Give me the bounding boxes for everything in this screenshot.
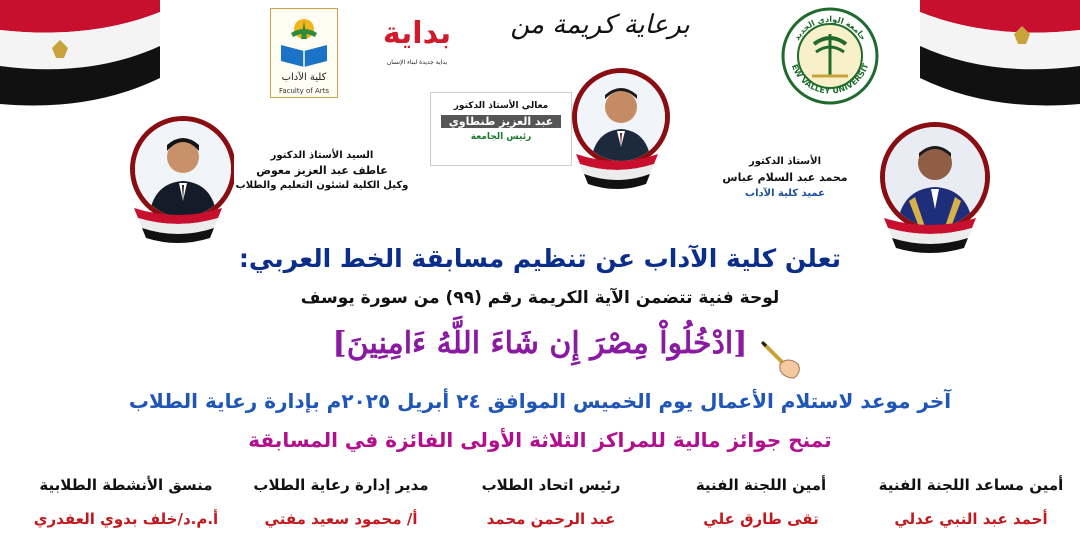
committee-name: أ/ محمود سعيد مفتي [264,510,418,528]
vice-dean-photo [130,116,236,222]
committee-footer [0,476,1080,540]
committee-role: منسق الأنشطة الطلابية [39,476,213,494]
patron-vice-dean [120,108,420,258]
announcement-headline: تعلن كلية الآداب عن تنظيم مسابقة الخط العربي: [238,244,842,273]
committee-member [16,476,236,528]
committee-role: أمين مساعد اللجنة الفنية [878,476,1064,494]
committee-member [446,476,656,528]
vice-dean-role: وكيل الكلية لشئون التعليم والطلاب [235,180,409,191]
university-name-arabic: جامعة الوادي الجديد [792,14,868,42]
vice-dean-title: السيد الأستاذ الدكتور [270,150,374,161]
patron-president [430,58,680,208]
quran-verse: [ادْخُلُواْ مِصْرَ إِن شَاءَ اللَّهُ ءَامِنِينَ] [332,326,748,361]
bidaya-mark: بداية [382,16,452,51]
committee-role: مدير إدارة رعاية الطلاب [253,476,429,494]
university-name-english: EW VALLEY UNIVERSIT [789,62,871,96]
bidaya-caption: بداية جديدة لبناء الإنسان [386,59,448,66]
committee-name: أ.م.د/خلف بدوي العفدري [33,510,219,528]
sponsorship-heading: برعاية كريمة من [510,10,690,40]
committee-role: أمين اللجنة الفنية [695,476,827,494]
egypt-flag-left-icon [0,0,160,110]
president-role: رئيس الجامعة [470,132,532,142]
dean-name: محمد عبد السلام عباس [722,171,848,184]
committee-member [866,476,1076,528]
dean-photo [880,122,990,232]
president-photo [572,68,670,166]
committee-name: عبد الرحمن محمد [486,510,616,528]
dean-nameplate [700,150,870,214]
portrait-icon [885,127,985,227]
committee-role: رئيس اتحاد الطلاب [481,476,621,494]
vice-dean-nameplate [234,144,410,204]
portrait-icon [577,73,665,161]
faculty-of-arts-logo [270,8,338,98]
vice-dean-name: عاطف عبد العزيز معوض [256,164,388,177]
president-name: عبد العزيز طنطاوي [441,115,561,128]
prizes-note: تمنح جوائز مالية للمراكز الثلاثة الأولى الفائزة في المسابقة [248,428,832,452]
president-pedestal [568,154,666,194]
egypt-flag-right-icon [920,0,1080,110]
portrait-icon [135,121,231,217]
committee-member [236,476,446,528]
arts-logo-english: Faculty of Arts [278,87,330,95]
committee-name: أحمد عبد النبي عدلي [894,510,1048,528]
president-title: معالي الأستاذ الدكتور [453,101,549,111]
vice-dean-pedestal [126,208,230,248]
committee-name: تقى طارق علي [703,510,819,528]
new-valley-university-logo [780,6,880,106]
arts-logo-arabic: كلية الآداب [281,72,327,83]
committee-member [656,476,866,528]
president-nameplate [430,92,572,166]
dean-title: الأستاذ الدكتور [748,156,822,167]
announcement-subheading: لوحة فنية تتضمن الآية الكريمة رقم (٩٩) من سورة يوسف [300,288,780,308]
submission-deadline: آخر موعد لاستلام الأعمال يوم الخميس الموافق ٢٤ أبريل ٢٠٢٥م بإدارة رعاية الطلاب [128,389,952,413]
dean-role: عميد كلية الآداب [745,188,825,199]
pen-hand-icon [758,334,804,380]
